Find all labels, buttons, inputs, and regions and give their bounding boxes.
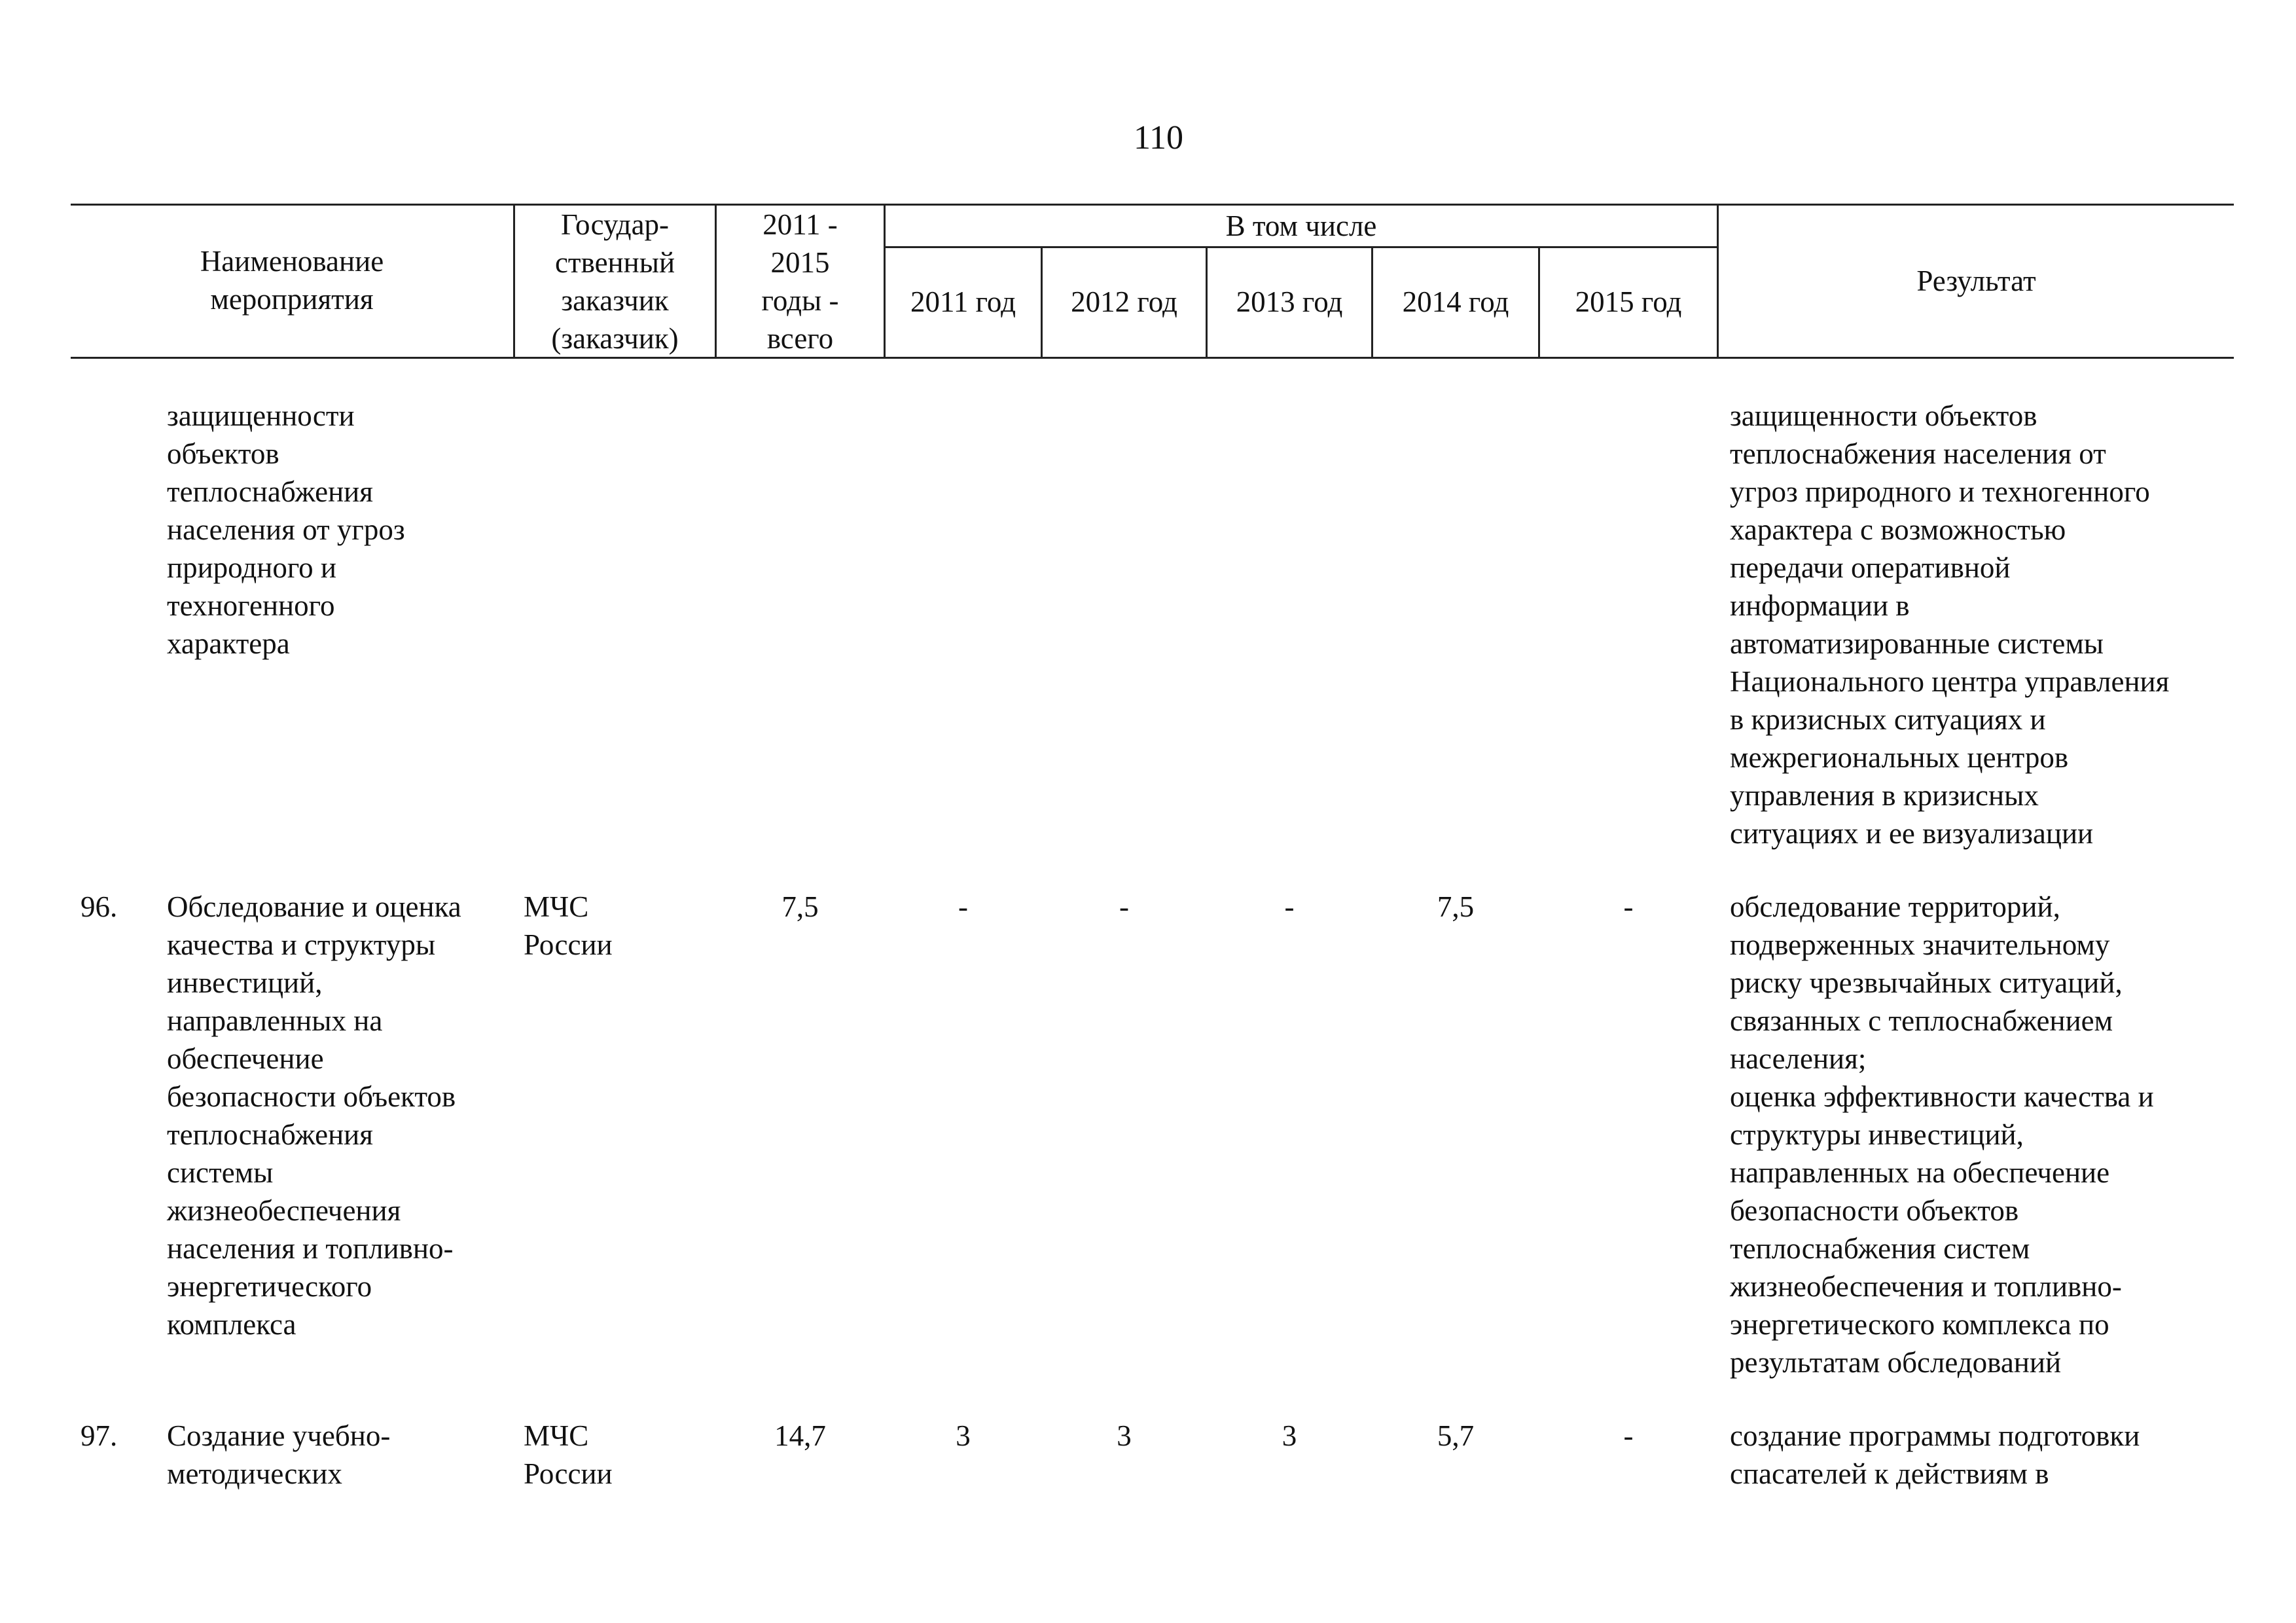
header-year-2014: 2014 год — [1402, 285, 1509, 318]
row-96-2011: - — [958, 890, 968, 923]
row-96-2013: - — [1284, 890, 1295, 923]
row-continuation-result: защищенности объектов теплоснабжения населения от угроз природного и техногенного характера с возможностью передачи оперативной информации в автоматизированные системы Национального центра управления в кризисных ситуациях и межрегиональных центров управления в кризисных ситуациях и ее визуализации — [1730, 399, 2170, 850]
row-96-2015: - — [1623, 890, 1634, 923]
row-96-2014: 7,5 — [1437, 890, 1475, 923]
row-97-name: Создание учебно- методических — [167, 1419, 391, 1490]
header-year-2015: 2015 год — [1575, 285, 1682, 318]
page-number: 110 — [1133, 119, 1184, 156]
row-96-total: 7,5 — [781, 890, 819, 923]
row-96-name: Обследование и оценка качества и структуры инвестиций, направленных на обеспечение безопасности объектов теплоснабжения системы жизнеобеспечения населения и топливно- энергетического комплекса — [167, 890, 461, 1341]
header-including: В том числе — [1225, 210, 1377, 242]
header-bottom-rule — [71, 357, 2234, 359]
row-97-2011: 3 — [956, 1419, 971, 1452]
row-continuation-name: защищенности объектов теплоснабжения населения от угроз природного и техногенного характера — [167, 399, 405, 660]
header-year-2012: 2012 год — [1071, 285, 1177, 318]
row-97-result: создание программы подготовки спасателей к действиям в — [1730, 1419, 2140, 1490]
row-96-result: обследование территорий, подверженных значительному риску чрезвычайных ситуаций, связанных с теплоснабжением населения; оценка эффективности качества и структуры инвестиций, направленных на обеспечение безопасности объектов теплоснабжения систем жизнеобеспечения и топливно- энергетического комплекса по результатам обследований — [1730, 890, 2154, 1379]
header-year-2013: 2013 год — [1236, 285, 1343, 318]
header-top-rule — [71, 204, 2234, 206]
header-total: 2011 - 2015 годы - всего — [761, 208, 839, 355]
row-96-customer: МЧС России — [524, 890, 613, 961]
header-customer: Государ- ственный заказчик (заказчик) — [551, 208, 679, 355]
row-97-total: 14,7 — [774, 1419, 826, 1452]
row-96-number: 96. — [81, 890, 118, 923]
header-name: Наименование мероприятия — [200, 245, 384, 316]
row-97-number: 97. — [81, 1419, 118, 1452]
header-result: Результат — [1916, 264, 2036, 297]
header-year-2011: 2011 год — [910, 285, 1016, 318]
row-97-2013: 3 — [1282, 1419, 1297, 1452]
row-97-2012: 3 — [1117, 1419, 1132, 1452]
row-96-2012: - — [1119, 890, 1129, 923]
header-subheader-rule — [884, 246, 1717, 248]
row-97-2015: - — [1623, 1419, 1634, 1452]
row-97-customer: МЧС России — [524, 1419, 613, 1490]
row-97-2014: 5,7 — [1437, 1419, 1475, 1452]
